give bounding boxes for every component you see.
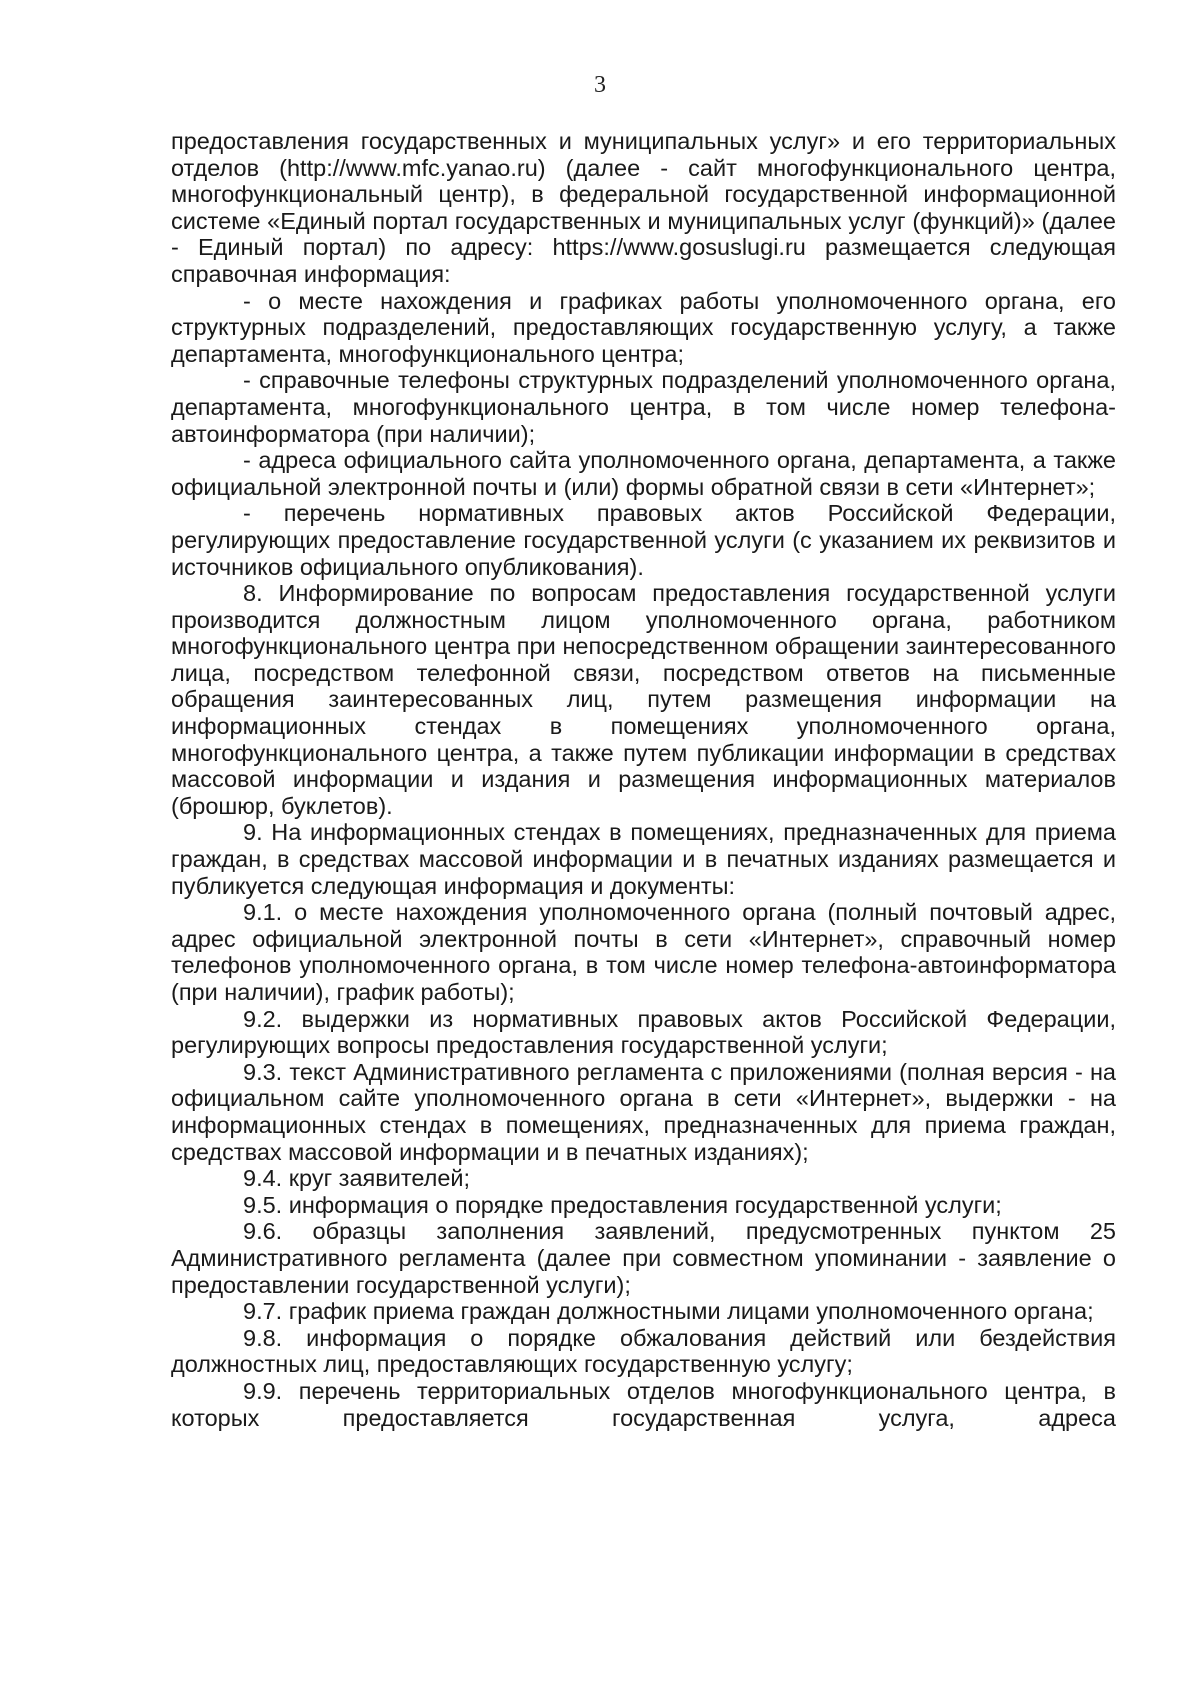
paragraph-item-8: 8. Информирование по вопросам предоставления государственной услуги производится должностным лицом уполномоченного органа, работником многофункционального центра при непосредственном обращении заинтересованного лица, посредством телефонной связи, посредством ответов на письменные обращения заинтересованных лиц, путем размещения информации на информационных стендах в помещениях уполномоченного органа, многофункционального центра, а также путем публикации информации в средствах массовой информации и издания и размещения информационных материалов (брошюр, буклетов). xyxy=(171,580,1116,819)
paragraph-item-9-6: 9.6. образцы заполнения заявлений, предусмотренных пунктом 25 Административного регламента (далее при совместном упоминании - заявление о предоставлении государственной услуги); xyxy=(171,1218,1116,1298)
paragraph-item-9-1: 9.1. о месте нахождения уполномоченного органа (полный почтовый адрес, адрес официальной электронной почты в сети «Интернет», справочный номер телефонов уполномоченного органа, в том числе номер телефона-автоинформатора (при наличии), график работы); xyxy=(171,899,1116,1005)
paragraph-item-9-5: 9.5. информация о порядке предоставления государственной услуги; xyxy=(243,1191,1002,1218)
paragraph-reference-phones: - справочные телефоны структурных подразделений уполномоченного органа, департамента, многофункционального центра, в том числе номер телефона-автоинформатора (при наличии); xyxy=(171,367,1116,447)
paragraph-item-9-2: 9.2. выдержки из нормативных правовых актов Российской Федерации, регулирующих вопросы предоставления государственной услуги; xyxy=(171,1005,1116,1059)
paragraph-website-addresses: - адреса официального сайта уполномоченного органа, департамента, а также официальной электронной почты и (или) формы обратной связи в сети «Интернет»; xyxy=(171,447,1116,500)
paragraph-info-sources-continued: предоставления государственных и муниципальных услуг» и его территориальных отделов (http://www.mfc.yanao.ru) (далее - сайт многофункционального центра, многофункциональный центр), в федеральной государственной информационной системе «Единый портал государственных и муниципальных услуг (функций)» (далее - Единый портал) по адресу: https://www.gosuslugi.ru размещается следующая справочная информация: xyxy=(171,128,1116,287)
paragraph-legal-acts-list: - перечень нормативных правовых актов Российской Федерации, регулирующих предоставление государственной услуги (с указанием их реквизитов и источников официального опубликования). xyxy=(171,500,1116,580)
page-number: 3 xyxy=(594,72,606,98)
paragraph-item-9: 9. На информационных стендах в помещениях, предназначенных для приема граждан, в средствах массовой информации и в печатных изданиях размещается и публикуется следующая информация и документы: xyxy=(171,819,1116,899)
paragraph-item-9-9: 9.9. перечень территориальных отделов многофункционального центра, в которых предоставляется государственная услуга, адреса xyxy=(171,1377,1116,1431)
paragraph-location-schedule: - о месте нахождения и графиках работы уполномоченного органа, его структурных подразделений, предоставляющих государственную услугу, а также департамента, многофункционального центра; xyxy=(171,287,1116,367)
paragraph-item-9-8: 9.8. информация о порядке обжалования действий или бездействия должностных лиц, предоставляющих государственную услугу; xyxy=(171,1324,1116,1378)
paragraph-item-9-4: 9.4. круг заявителей; xyxy=(243,1165,471,1192)
document-body xyxy=(171,128,1116,1431)
paragraph-item-9-3: 9.3. текст Административного регламента с приложениями (полная версия - на официальном сайте уполномоченного органа в сети «Интернет», выдержки - на информационных стендах в помещениях, предназначенных для приема граждан, средствах массовой информации и в печатных изданиях); xyxy=(171,1058,1116,1165)
paragraph-item-9-7: 9.7. график приема граждан должностными лицами уполномоченного органа; xyxy=(243,1298,1094,1325)
